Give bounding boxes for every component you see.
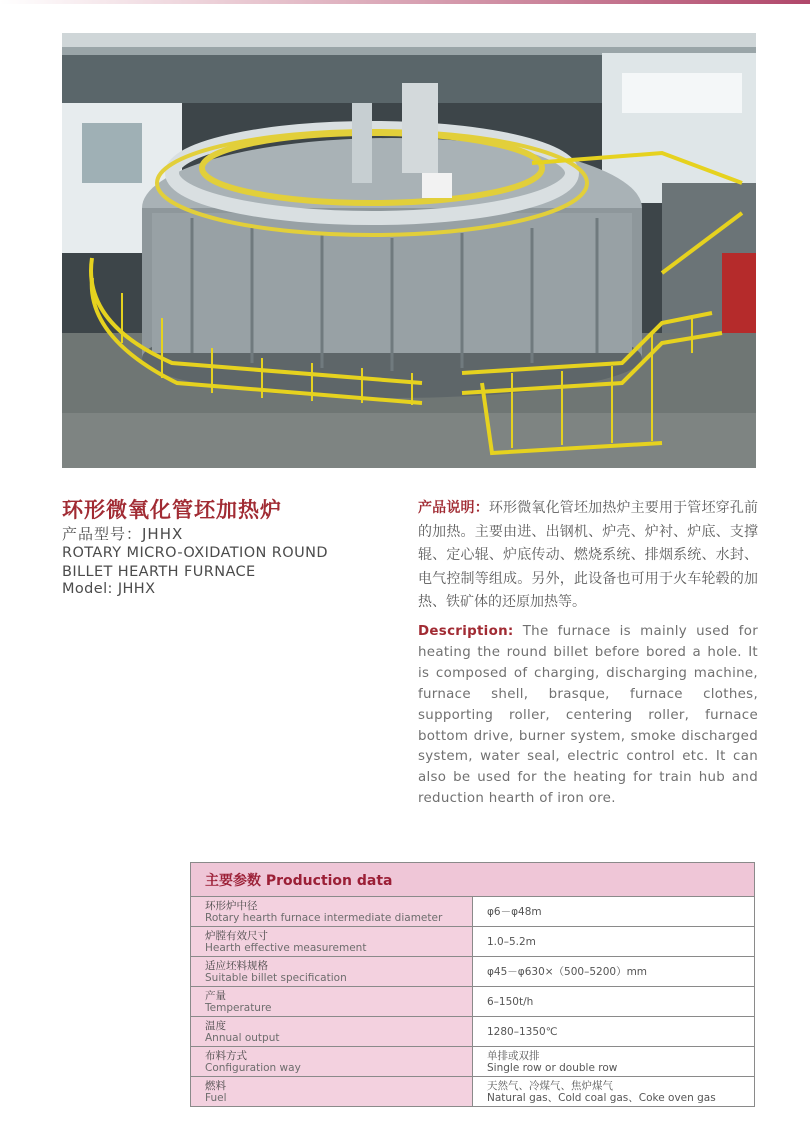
spec-value (473, 1077, 755, 1107)
table-row (191, 987, 755, 1017)
spec-key-en: Configuration way (205, 1061, 301, 1074)
spec-value (473, 1017, 755, 1047)
product-title-en (62, 544, 382, 582)
product-model-en: Model: JHHX (62, 581, 156, 597)
spec-value-line1: 天然气、冷煤气、焦炉煤气 (487, 1079, 613, 1092)
table-row (191, 1017, 755, 1047)
spec-key (191, 1077, 473, 1107)
description-cn (418, 497, 758, 615)
spec-key (191, 927, 473, 957)
description-en (418, 622, 758, 810)
description-en-label: Description: (418, 624, 514, 639)
spec-key-en: Suitable billet specification (205, 971, 347, 984)
spec-value-line1: 单排或双排 (487, 1049, 540, 1062)
table-row (191, 897, 755, 927)
table-header-row (191, 863, 755, 897)
furnace-photo (62, 33, 756, 468)
spec-value-line1: 6–150t/h (487, 995, 534, 1008)
spec-key (191, 1047, 473, 1077)
production-data-table (190, 862, 755, 1107)
spec-key-en: Rotary hearth furnace intermediate diameter (205, 911, 443, 924)
spec-key-cn: 产量 (205, 989, 226, 1002)
description-cn-label: 产品说明： (418, 500, 489, 516)
spec-key-cn: 炉膛有效尺寸 (205, 929, 268, 942)
spec-value (473, 897, 755, 927)
spec-value-line1: 1.0–5.2m (487, 935, 536, 948)
spec-key-cn: 燃料 (205, 1079, 226, 1092)
product-title-en-line2: BILLET HEARTH FURNACE (62, 564, 256, 580)
spec-key-en: Temperature (205, 1001, 272, 1014)
table-row (191, 957, 755, 987)
spec-key-en: Fuel (205, 1091, 227, 1104)
spec-value (473, 957, 755, 987)
table-header: 主要参数 Production data (191, 863, 755, 897)
spec-key (191, 1017, 473, 1047)
spec-key-en: Annual output (205, 1031, 280, 1044)
spec-value (473, 1047, 755, 1077)
spec-value (473, 927, 755, 957)
spec-key (191, 987, 473, 1017)
spec-key-en: Hearth effective measurement (205, 941, 367, 954)
spec-key-cn: 温度 (205, 1019, 226, 1032)
spec-value-line2: Single row or double row (487, 1061, 618, 1074)
spec-key (191, 897, 473, 927)
table-row (191, 1047, 755, 1077)
furnace-illustration (62, 33, 756, 468)
spec-key-cn: 环形炉中径 (205, 899, 258, 912)
product-model-cn: 产品型号：JHHX (62, 525, 184, 543)
spec-value-line1: φ6－φ48m (487, 905, 542, 918)
spec-key-cn: 布料方式 (205, 1049, 247, 1062)
spec-value-line1: φ45－φ630×（500–5200）mm (487, 965, 648, 978)
product-title-cn: 环形微氧化管坯加热炉 (62, 498, 282, 522)
spec-key-cn: 适应坯料规格 (205, 959, 268, 972)
product-title-en-line1: ROTARY MICRO-OXIDATION ROUND (62, 545, 328, 561)
spec-value-line2: Natural gas、Cold coal gas、Coke oven gas (487, 1091, 716, 1104)
description-en-text: The furnace is mainly used for heating the round billet before bored a hole. It is composed of charging, discharging machine, furnace shell, brasque, furnace clothes, supporting roller, centering roller, furnace bottom drive, burner system, smoke discharged system, water seal, electric control etc. It can also be used for the heating for train hub and reduction hearth of iron ore. (418, 624, 758, 807)
description-cn-text: 环形微氧化管坯加热炉主要用于管坯穿孔前的加热。主要由进、出钢机、炉壳、炉衬、炉底、支撑辊、定心辊、炉底传动、燃烧系统、排烟系统、水封、电气控制等组成。另外，此设备也可用于火车轮毂的加热、铁矿体的还原加热等。 (418, 500, 759, 610)
table-row (191, 1077, 755, 1107)
top-rule (0, 0, 810, 4)
spec-value-line1: 1280–1350℃ (487, 1025, 558, 1038)
spec-value (473, 987, 755, 1017)
spec-key (191, 957, 473, 987)
table-row (191, 927, 755, 957)
